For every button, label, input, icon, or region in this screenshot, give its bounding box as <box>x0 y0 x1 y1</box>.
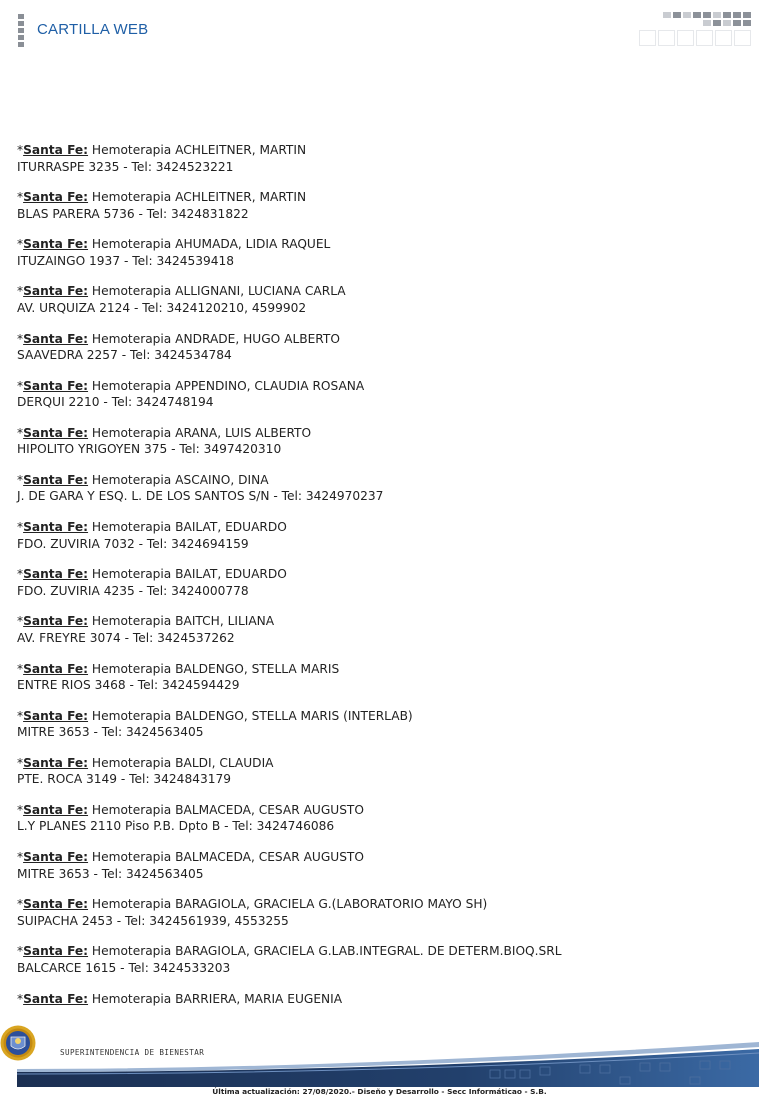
entry-address: J. DE GARA Y ESQ. L. DE LOS SANTOS S/N - Tel: 3424970237 <box>17 489 384 504</box>
entry-address: ITURRASPE 3235 - Tel: 3424523221 <box>17 159 234 174</box>
entry-marker: * <box>17 425 24 440</box>
entry-province: Santa Fe: <box>23 237 89 252</box>
entry-marker: * <box>17 520 24 535</box>
entry-marker: * <box>17 378 24 393</box>
entry-marker: * <box>17 991 24 1006</box>
list-item <box>17 331 737 378</box>
entry-marker: * <box>17 755 24 770</box>
header-bar-icon <box>18 14 24 46</box>
list-item <box>17 472 737 519</box>
entry-provider: Hemoterapia BAITCH, LILIANA <box>88 614 275 629</box>
entry-provider: Hemoterapia BALDENGO, STELLA MARIS <box>88 661 340 676</box>
list-item <box>17 566 737 613</box>
entry-title <box>17 613 737 630</box>
entry-marker: * <box>17 802 24 817</box>
entry-title <box>17 378 737 395</box>
entry-address: BLAS PARERA 5736 - Tel: 3424831822 <box>17 206 249 221</box>
entry-address: AV. URQUIZA 2124 - Tel: 3424120210, 4599902 <box>17 300 307 315</box>
federal-police-seal-icon <box>0 1025 36 1061</box>
entry-provider: Hemoterapia ASCAINO, DINA <box>88 472 269 487</box>
entry-marker: * <box>17 331 24 346</box>
entry-address: HIPOLITO YRIGOYEN 375 - Tel: 3497420310 <box>17 442 282 457</box>
entry-province: Santa Fe: <box>23 897 89 912</box>
list-item <box>17 849 737 896</box>
entry-marker: * <box>17 143 24 157</box>
list-item <box>17 802 737 849</box>
entry-title <box>17 661 737 678</box>
entry-provider: Hemoterapia ACHLEITNER, MARTIN <box>88 143 307 157</box>
entry-provider: Hemoterapia BARRIERA, MARIA EUGENIA <box>88 991 343 1006</box>
entry-marker: * <box>17 472 24 487</box>
entry-province: Santa Fe: <box>23 708 89 723</box>
entry-title <box>17 519 737 536</box>
entry-province: Santa Fe: <box>23 567 89 582</box>
header-decorative-grid-icon <box>629 12 751 48</box>
page-header <box>0 0 759 60</box>
entry-provider: Hemoterapia BAILAT, EDUARDO <box>88 520 287 535</box>
entry-title <box>17 566 737 583</box>
entry-provider: Hemoterapia BARAGIOLA, GRACIELA G.LAB.INTEGRAL. DE DETERM.BIOQ.SRL <box>88 944 562 959</box>
entry-marker: * <box>17 897 24 912</box>
entry-province: Santa Fe: <box>23 802 89 817</box>
list-item <box>17 519 737 566</box>
entry-marker: * <box>17 237 24 252</box>
entry-provider: Hemoterapia BALDI, CLAUDIA <box>88 755 274 770</box>
page-title: CARTILLA WEB <box>37 21 149 38</box>
entry-title <box>17 802 737 819</box>
entry-provider: Hemoterapia BAILAT, EDUARDO <box>88 567 287 582</box>
entry-title <box>17 425 737 442</box>
entry-provider: Hemoterapia ARANA, LUIS ALBERTO <box>88 425 312 440</box>
entry-marker: * <box>17 661 24 676</box>
entry-provider: Hemoterapia ACHLEITNER, MARTIN <box>88 190 307 205</box>
entry-provider: Hemoterapia BALMACEDA, CESAR AUGUSTO <box>88 850 364 865</box>
entry-province: Santa Fe: <box>23 284 89 299</box>
list-item <box>17 425 737 472</box>
entry-provider: Hemoterapia AHUMADA, LIDIA RAQUEL <box>88 237 331 252</box>
footer-organization: SUPERINTENDENCIA DE BIENESTAR <box>60 1048 205 1057</box>
list-item <box>17 661 737 708</box>
entry-title <box>17 708 737 725</box>
list-item <box>17 896 737 943</box>
entry-title <box>17 331 737 348</box>
entry-province: Santa Fe: <box>23 850 89 865</box>
entry-province: Santa Fe: <box>23 425 89 440</box>
entry-address: L.Y PLANES 2110 Piso P.B. Dpto B - Tel: 3424746086 <box>17 819 335 834</box>
entry-marker: * <box>17 190 24 205</box>
entry-title <box>17 142 737 159</box>
entry-provider: Hemoterapia BARAGIOLA, GRACIELA G.(LABORATORIO MAYO SH) <box>88 897 488 912</box>
entry-marker: * <box>17 567 24 582</box>
entry-marker: * <box>17 708 24 723</box>
entry-address: ENTRE RIOS 3468 - Tel: 3424594429 <box>17 678 240 693</box>
entry-address: SUIPACHA 2453 - Tel: 3424561939, 4553255 <box>17 913 289 928</box>
entry-province: Santa Fe: <box>23 661 89 676</box>
entry-address: PTE. ROCA 3149 - Tel: 3424843179 <box>17 772 231 787</box>
entry-title <box>17 472 737 489</box>
list-item <box>17 236 737 283</box>
entry-address: AV. FREYRE 3074 - Tel: 3424537262 <box>17 630 235 645</box>
entry-marker: * <box>17 944 24 959</box>
entry-province: Santa Fe: <box>23 331 89 346</box>
entry-provider: Hemoterapia APPENDINO, CLAUDIA ROSANA <box>88 378 365 393</box>
entry-title <box>17 991 737 1008</box>
list-item <box>17 755 737 802</box>
footer-update-note: Última actualización: 27/08/2020.- Diseño y Desarrollo - Secc Informáticao - S.B. <box>212 1087 547 1096</box>
entry-address: SAAVEDRA 2257 - Tel: 3424534784 <box>17 348 232 363</box>
entry-title <box>17 849 737 866</box>
entry-provider: Hemoterapia ANDRADE, HUGO ALBERTO <box>88 331 340 346</box>
entry-province: Santa Fe: <box>23 614 89 629</box>
entry-title <box>17 896 737 913</box>
entry-address: MITRE 3653 - Tel: 3424563405 <box>17 725 204 740</box>
entry-address: FDO. ZUVIRIA 4235 - Tel: 3424000778 <box>17 583 249 598</box>
entry-province: Santa Fe: <box>23 190 89 205</box>
list-item <box>17 613 737 660</box>
entry-marker: * <box>17 614 24 629</box>
entry-province: Santa Fe: <box>23 991 89 1006</box>
entry-title <box>17 755 737 772</box>
list-item <box>17 943 737 990</box>
entry-province: Santa Fe: <box>23 378 89 393</box>
entry-title <box>17 283 737 300</box>
list-item <box>17 708 737 755</box>
entry-provider: Hemoterapia ALLIGNANI, LUCIANA CARLA <box>88 284 346 299</box>
entry-title <box>17 943 737 960</box>
entry-title <box>17 236 737 253</box>
entry-address: FDO. ZUVIRIA 7032 - Tel: 3424694159 <box>17 536 249 551</box>
entry-province: Santa Fe: <box>23 755 89 770</box>
entry-title <box>17 189 737 206</box>
entry-address: DERQUI 2210 - Tel: 3424748194 <box>17 395 214 410</box>
entry-provider: Hemoterapia BALMACEDA, CESAR AUGUSTO <box>88 802 364 817</box>
entry-provider: Hemoterapia BALDENGO, STELLA MARIS (INTERLAB) <box>88 708 413 723</box>
list-item <box>17 142 737 189</box>
entry-marker: * <box>17 284 24 299</box>
entry-province: Santa Fe: <box>23 520 89 535</box>
entry-address: BALCARCE 1615 - Tel: 3424533203 <box>17 960 231 975</box>
entry-province: Santa Fe: <box>23 472 89 487</box>
entry-province: Santa Fe: <box>23 944 89 959</box>
entry-province: Santa Fe: <box>23 143 89 157</box>
list-item <box>17 189 737 236</box>
provider-list <box>17 142 737 1038</box>
page-footer <box>0 1025 759 1101</box>
list-item <box>17 283 737 330</box>
list-item <box>17 378 737 425</box>
entry-address: ITUZAINGO 1937 - Tel: 3424539418 <box>17 253 234 268</box>
entry-address: MITRE 3653 - Tel: 3424563405 <box>17 866 204 881</box>
entry-marker: * <box>17 850 24 865</box>
